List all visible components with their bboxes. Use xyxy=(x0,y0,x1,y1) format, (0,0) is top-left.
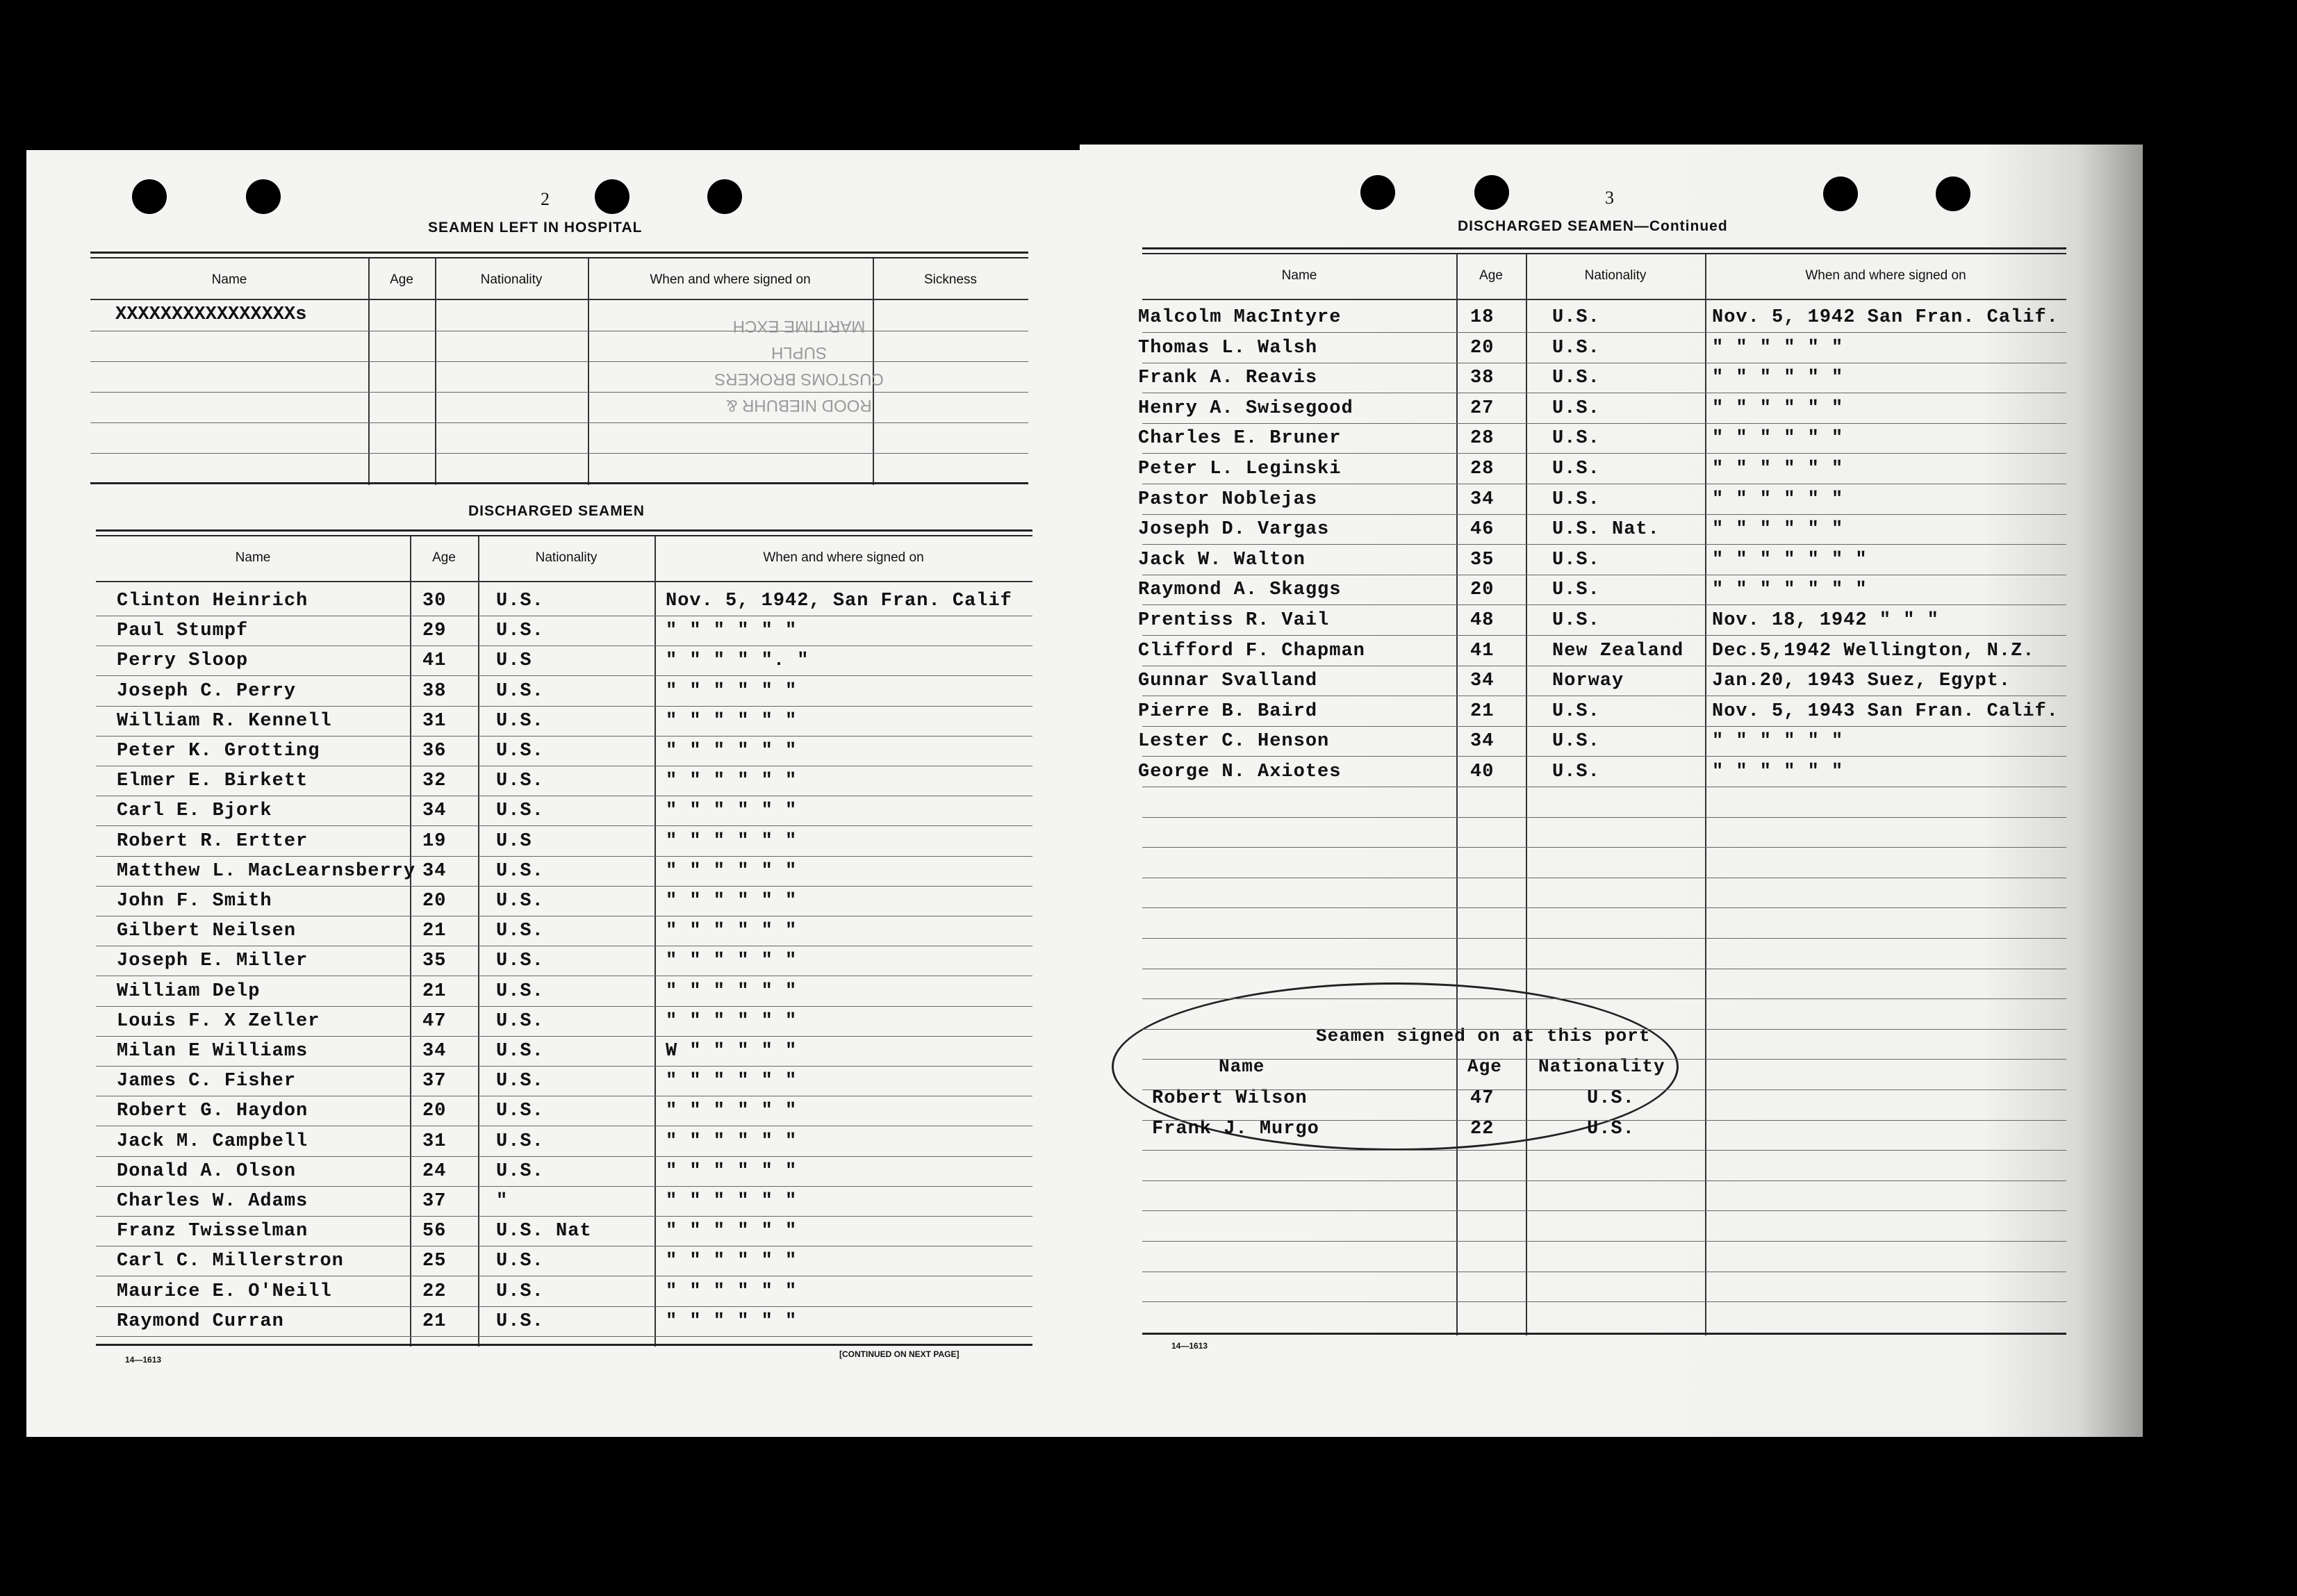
seaman-age: 34 xyxy=(422,800,447,822)
seaman-age: 38 xyxy=(1470,368,1495,389)
signed-on-header-name: Name xyxy=(1219,1056,1265,1077)
seaman-name: William R. Kennell xyxy=(117,710,332,732)
seaman-nationality: U.S. xyxy=(1552,488,1600,510)
seaman-name: Frank A. Reavis xyxy=(1138,368,1318,389)
seaman-name: Milan E Williams xyxy=(117,1041,308,1062)
form-number: 14—1613 xyxy=(1171,1341,1208,1351)
seaman-signed-on: " " " " " " xyxy=(666,1251,798,1272)
seaman-name: Lester C. Henson xyxy=(1138,731,1330,752)
seaman-name: Franz Twisselman xyxy=(117,1221,308,1242)
seaman-nationality: U.S. xyxy=(1552,459,1600,479)
seaman-signed-on: Nov. 5, 1942, San Fran. Calif xyxy=(666,591,1012,611)
seaman-name: Gilbert Neilsen xyxy=(117,921,297,942)
seaman-signed-on: " " " " " " xyxy=(1712,488,1844,510)
seaman-signed-on: " " " " " " xyxy=(1712,762,1844,782)
seaman-signed-on: " " " " " " xyxy=(666,800,798,822)
seaman-nationality: U.S. xyxy=(496,1281,544,1302)
seaman-nationality: U.S. xyxy=(1552,337,1600,359)
signed-on-name: Robert Wilson xyxy=(1152,1088,1308,1109)
seaman-name: Donald A. Olson xyxy=(117,1160,297,1182)
seaman-signed-on: " " " " " " xyxy=(666,1101,798,1122)
seaman-nationality: U.S. xyxy=(496,860,544,882)
seaman-nationality: U.S. xyxy=(496,1010,544,1032)
section-title-discharged-continued: DISCHARGED SEAMEN—Continued xyxy=(1458,218,1728,234)
seaman-age: 29 xyxy=(422,620,447,642)
seaman-nationality: U.S. xyxy=(1552,700,1600,722)
seaman-age: 47 xyxy=(422,1010,447,1032)
seaman-name: Carl E. Bjork xyxy=(117,800,272,822)
seaman-nationality: U.S. xyxy=(496,1101,544,1122)
header-age: Age xyxy=(1479,268,1503,283)
seaman-name: Robert G. Haydon xyxy=(117,1101,308,1122)
punch-hole xyxy=(132,179,167,214)
section-title-hospital: SEAMEN LEFT IN HOSPITAL xyxy=(428,220,643,236)
punch-hole xyxy=(1360,175,1395,210)
seaman-signed-on: " " " " " " xyxy=(666,620,798,642)
seaman-name: Gunnar Svalland xyxy=(1138,671,1318,692)
seaman-signed-on: " " " " " " " xyxy=(1712,579,1868,601)
seaman-name: Raymond Curran xyxy=(117,1310,284,1332)
seaman-nationality: U.S. xyxy=(496,891,544,912)
seaman-name: Perry Sloop xyxy=(117,650,249,672)
seaman-name: Jack W. Walton xyxy=(1138,549,1306,570)
seaman-nationality: U.S. xyxy=(1552,549,1600,570)
seaman-name: Charles E. Bruner xyxy=(1138,428,1342,450)
seaman-nationality: U.S. xyxy=(496,1310,544,1332)
seaman-name: Matthew L. MacLearnsberry xyxy=(117,860,416,882)
seaman-signed-on: " " " " " " xyxy=(666,1221,798,1242)
seaman-age: 56 xyxy=(422,1221,447,1242)
form-number: 14—1613 xyxy=(125,1355,162,1365)
seaman-age: 36 xyxy=(422,741,447,762)
signed-on-nationality: U.S. xyxy=(1587,1088,1635,1109)
header-age: Age xyxy=(390,272,413,287)
seaman-signed-on: " " " " " " xyxy=(666,1281,798,1302)
seaman-name: Raymond A. Skaggs xyxy=(1138,579,1342,601)
seaman-name: Maurice E. O'Neill xyxy=(117,1281,332,1302)
seaman-age: 20 xyxy=(422,891,447,912)
seaman-name: Prentiss R. Vail xyxy=(1138,610,1330,631)
seaman-age: 35 xyxy=(1470,549,1495,570)
seaman-signed-on: " " " " " " xyxy=(1712,368,1844,389)
seaman-age: 41 xyxy=(422,650,447,672)
left-page xyxy=(26,150,1094,1437)
seaman-age: 25 xyxy=(422,1251,447,1272)
section-title-discharged: DISCHARGED SEAMEN xyxy=(468,503,645,519)
seaman-nationality: U.S. xyxy=(496,1041,544,1062)
seaman-name: Henry A. Swisegood xyxy=(1138,397,1353,419)
seaman-signed-on: Nov. 18, 1942 " " " xyxy=(1712,610,1939,631)
seaman-age: 31 xyxy=(422,1130,447,1152)
seaman-nationality: U.S. xyxy=(1552,731,1600,752)
seaman-nationality: U.S. xyxy=(1552,579,1600,601)
seaman-age: 34 xyxy=(1470,671,1495,692)
seaman-name: Thomas L. Walsh xyxy=(1138,337,1318,359)
header-when-where: When and where signed on xyxy=(650,272,811,287)
seaman-nationality: " xyxy=(496,1191,509,1212)
punch-hole xyxy=(246,179,281,214)
seaman-age: 24 xyxy=(422,1160,447,1182)
seaman-nationality: U.S. xyxy=(496,741,544,762)
seaman-nationality: U.S. xyxy=(496,1160,544,1182)
page-number: 2 xyxy=(541,189,550,209)
seaman-age: 21 xyxy=(422,921,447,942)
punch-hole xyxy=(707,179,742,214)
seaman-signed-on: " " " " " " xyxy=(666,1071,798,1092)
seaman-age: 34 xyxy=(1470,731,1495,752)
seaman-name: Robert R. Ertter xyxy=(117,830,308,852)
seaman-nationality: U.S. xyxy=(496,710,544,732)
seaman-nationality: U.S. xyxy=(1552,368,1600,389)
seaman-age: 19 xyxy=(422,830,447,852)
seaman-name: Clinton Heinrich xyxy=(117,591,308,611)
seaman-signed-on: " " " " " " xyxy=(666,921,798,942)
struck-entry: XXXXXXXXXXXXXXXXs xyxy=(115,304,307,325)
seaman-name: William Delp xyxy=(117,980,261,1002)
seaman-signed-on: " " " " " " xyxy=(666,771,798,792)
signed-on-header-nationality: Nationality xyxy=(1538,1056,1665,1077)
seaman-nationality: Norway xyxy=(1552,671,1624,692)
seaman-signed-on: Nov. 5, 1943 San Fran. Calif. xyxy=(1712,700,2059,722)
seaman-signed-on: " " " " ". " xyxy=(666,650,809,672)
seaman-signed-on: " " " " " " xyxy=(1712,459,1844,479)
header-nationality: Nationality xyxy=(480,272,543,287)
header-name: Name xyxy=(235,550,271,565)
seaman-age: 27 xyxy=(1470,397,1495,419)
page-number: 3 xyxy=(1605,188,1614,208)
seaman-signed-on: " " " " " " xyxy=(666,1160,798,1182)
signed-on-name: Frank J. Murgo xyxy=(1152,1119,1319,1140)
seaman-signed-on: " " " " " " xyxy=(666,1310,798,1332)
seaman-name: George N. Axiotes xyxy=(1138,762,1342,782)
signed-on-title: Seamen signed on at this port xyxy=(1316,1026,1651,1046)
seaman-age: 37 xyxy=(422,1071,447,1092)
seaman-age: 28 xyxy=(1470,428,1495,450)
seaman-signed-on: Dec.5,1942 Wellington, N.Z. xyxy=(1712,640,2035,661)
header-nationality: Nationality xyxy=(1584,268,1647,283)
header-nationality: Nationality xyxy=(535,550,598,565)
seaman-age: 34 xyxy=(422,1041,447,1062)
seaman-age: 34 xyxy=(422,860,447,882)
discharged-table xyxy=(96,529,1032,1347)
seaman-signed-on: " " " " " " xyxy=(1712,337,1844,359)
seaman-nationality: U.S. xyxy=(1552,610,1600,631)
header-age: Age xyxy=(432,550,456,565)
header-sickness: Sickness xyxy=(923,272,978,287)
seaman-age: 21 xyxy=(422,1310,447,1332)
seaman-signed-on: " " " " " " xyxy=(666,1010,798,1032)
seaman-nationality: U.S. xyxy=(496,680,544,702)
seaman-age: 20 xyxy=(1470,337,1495,359)
seaman-nationality: U.S. xyxy=(496,1130,544,1152)
seaman-name: Malcolm MacIntyre xyxy=(1138,307,1342,328)
seaman-age: 32 xyxy=(422,771,447,792)
header-name: Name xyxy=(1281,268,1317,283)
signed-on-nationality: U.S. xyxy=(1587,1119,1635,1140)
signed-on-header-age: Age xyxy=(1467,1056,1502,1077)
seaman-nationality: U.S. xyxy=(496,800,544,822)
seaman-nationality: U.S. xyxy=(1552,428,1600,450)
seaman-signed-on: " " " " " " xyxy=(1712,397,1844,419)
seaman-signed-on: " " " " " " xyxy=(666,830,798,852)
seaman-signed-on: " " " " " " xyxy=(1712,428,1844,450)
seaman-nationality: U.S. xyxy=(496,1251,544,1272)
seaman-name: Joseph D. Vargas xyxy=(1138,519,1330,541)
header-when-where: When and where signed on xyxy=(1805,268,1966,283)
seaman-age: 34 xyxy=(1470,488,1495,510)
seaman-signed-on: " " " " " " xyxy=(666,710,798,732)
seaman-name: Paul Stumpf xyxy=(117,620,249,642)
seaman-name: Peter L. Leginski xyxy=(1138,459,1342,479)
seaman-nationality: U.S xyxy=(496,830,532,852)
seaman-nationality: U.S. xyxy=(496,771,544,792)
seaman-name: Pierre B. Baird xyxy=(1138,700,1318,722)
seaman-name: Jack M. Campbell xyxy=(117,1130,308,1152)
seaman-age: 48 xyxy=(1470,610,1495,631)
seaman-nationality: New Zealand xyxy=(1552,640,1684,661)
seaman-nationality: U.S. xyxy=(496,591,544,611)
seaman-signed-on: " " " " " " xyxy=(666,1130,798,1152)
seaman-name: Joseph E. Miller xyxy=(117,951,308,972)
seaman-nationality: U.S. xyxy=(496,921,544,942)
hospital-table xyxy=(90,252,1028,485)
seaman-signed-on: " " " " " " xyxy=(666,680,798,702)
seaman-nationality: U.S. xyxy=(496,951,544,972)
seaman-age: 22 xyxy=(422,1281,447,1302)
seaman-age: 38 xyxy=(422,680,447,702)
seaman-signed-on: Nov. 5, 1942 San Fran. Calif. xyxy=(1712,307,2059,328)
seaman-age: 18 xyxy=(1470,307,1495,328)
seaman-signed-on: " " " " " " xyxy=(1712,731,1844,752)
seaman-signed-on: " " " " " " xyxy=(1712,519,1844,541)
seaman-nationality: U.S xyxy=(496,650,532,672)
signed-on-age: 47 xyxy=(1470,1088,1495,1109)
seaman-name: Charles W. Adams xyxy=(117,1191,308,1212)
seaman-age: 20 xyxy=(422,1101,447,1122)
punch-hole xyxy=(595,179,629,214)
seaman-age: 20 xyxy=(1470,579,1495,601)
seaman-age: 30 xyxy=(422,591,447,611)
seaman-name: Louis F. X Zeller xyxy=(117,1010,320,1032)
seaman-nationality: U.S. xyxy=(496,620,544,642)
seaman-signed-on: " " " " " " xyxy=(666,980,798,1002)
seaman-signed-on: " " " " " " " xyxy=(1712,549,1868,570)
seaman-signed-on: " " " " " " xyxy=(666,1191,798,1212)
seaman-name: Joseph C. Perry xyxy=(117,680,297,702)
signed-on-age: 22 xyxy=(1470,1119,1495,1140)
seaman-age: 40 xyxy=(1470,762,1495,782)
seaman-nationality: U.S. xyxy=(496,980,544,1002)
seaman-age: 41 xyxy=(1470,640,1495,661)
seaman-age: 21 xyxy=(422,980,447,1002)
seaman-signed-on: " " " " " " xyxy=(666,951,798,972)
right-page xyxy=(1080,145,2143,1437)
continued-note: [CONTINUED ON NEXT PAGE] xyxy=(839,1349,960,1359)
seaman-nationality: U.S. xyxy=(496,1071,544,1092)
punch-hole xyxy=(1474,175,1509,210)
seaman-signed-on: W " " " " " xyxy=(666,1041,798,1062)
seaman-signed-on: " " " " " " xyxy=(666,860,798,882)
seaman-name: Clifford F. Chapman xyxy=(1138,640,1365,661)
punch-hole xyxy=(1936,176,1970,211)
discharged-continued-table xyxy=(1138,247,2066,1335)
seaman-age: 31 xyxy=(422,710,447,732)
agent-stamp: ROOD NIEBUHR & CUSTOMS BROKERS SUPLH MARITIME EXCH xyxy=(714,317,884,415)
seaman-nationality: U.S. Nat xyxy=(496,1221,592,1242)
seaman-name: Elmer E. Birkett xyxy=(117,771,308,792)
seaman-name: Pastor Noblejas xyxy=(1138,488,1318,510)
header-when-where: When and where signed on xyxy=(763,550,924,565)
seaman-signed-on: " " " " " " xyxy=(666,741,798,762)
seaman-nationality: U.S. Nat. xyxy=(1552,519,1660,541)
header-name: Name xyxy=(211,272,247,287)
seaman-signed-on: " " " " " " xyxy=(666,891,798,912)
seaman-name: John F. Smith xyxy=(117,891,272,912)
seaman-age: 46 xyxy=(1470,519,1495,541)
seaman-age: 28 xyxy=(1470,459,1495,479)
seaman-name: James C. Fisher xyxy=(117,1071,297,1092)
seaman-age: 21 xyxy=(1470,700,1495,722)
seaman-name: Carl C. Millerstron xyxy=(117,1251,344,1272)
seaman-nationality: U.S. xyxy=(1552,307,1600,328)
seaman-signed-on: Jan.20, 1943 Suez, Egypt. xyxy=(1712,671,2011,692)
punch-hole xyxy=(1823,176,1858,211)
seaman-age: 37 xyxy=(422,1191,447,1212)
seaman-nationality: U.S. xyxy=(1552,397,1600,419)
seaman-age: 35 xyxy=(422,951,447,972)
seaman-nationality: U.S. xyxy=(1552,762,1600,782)
seaman-name: Peter K. Grotting xyxy=(117,741,320,762)
